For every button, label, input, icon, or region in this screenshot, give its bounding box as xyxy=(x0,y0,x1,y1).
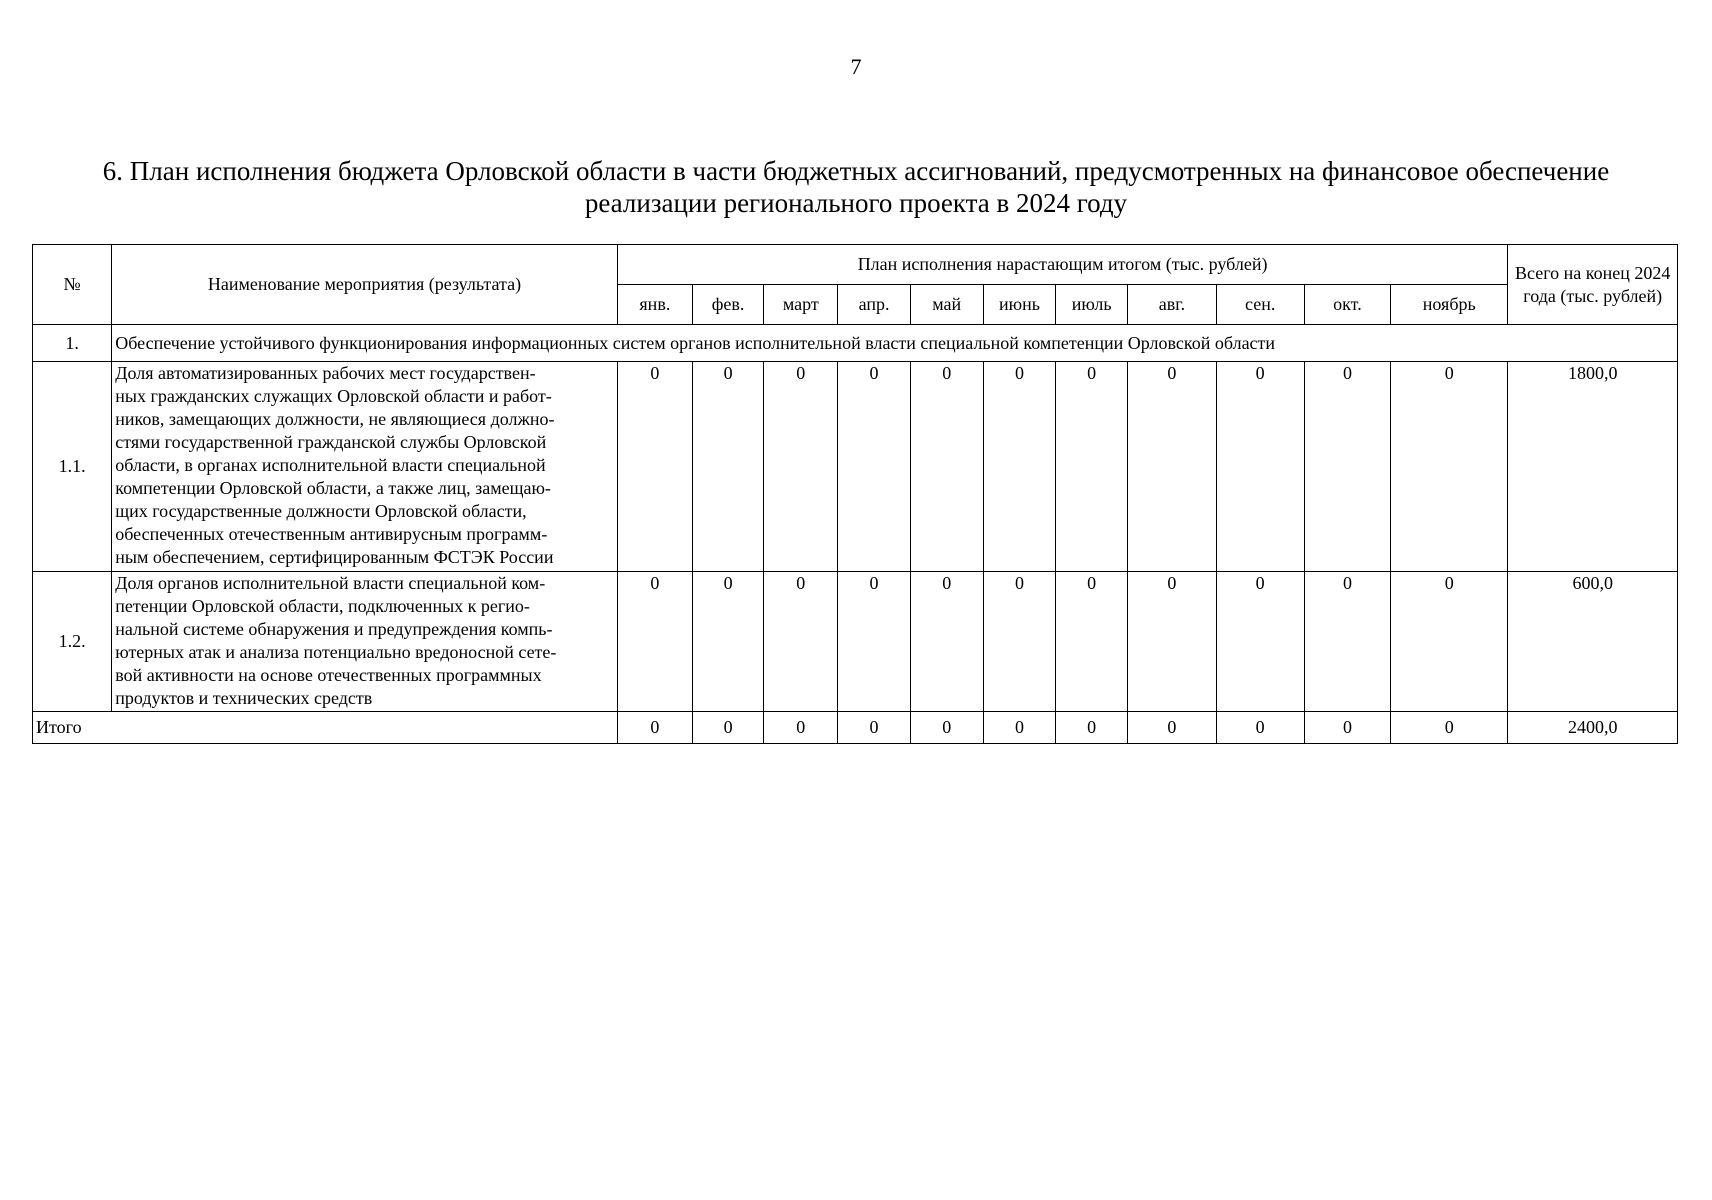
total-row xyxy=(33,712,1678,744)
month-value: 0 xyxy=(764,362,838,572)
month-value: 0 xyxy=(1391,362,1508,572)
total-month-value: 0 xyxy=(617,712,692,744)
row-name-line: нальной системе обнаружения и предупреждения компь- xyxy=(115,619,553,639)
header-month: июль xyxy=(1056,285,1128,325)
header-month: янв. xyxy=(617,285,692,325)
row-name-line: ников, замещающих должности, не являющиеся должно- xyxy=(115,409,555,429)
month-value: 0 xyxy=(1128,362,1216,572)
total-month-value: 0 xyxy=(692,712,763,744)
section-title xyxy=(30,155,1682,219)
header-name: Наименование мероприятия (результата) xyxy=(112,245,618,325)
month-value: 0 xyxy=(1056,572,1128,712)
month-value: 0 xyxy=(692,362,763,572)
header-month: окт. xyxy=(1304,285,1390,325)
row-name-line: ных гражданских служащих Орловской области и работ- xyxy=(115,386,552,406)
month-value: 0 xyxy=(1391,572,1508,712)
row-name xyxy=(112,362,618,572)
total-month-value: 0 xyxy=(983,712,1055,744)
month-value: 0 xyxy=(1216,362,1304,572)
total-month-value: 0 xyxy=(764,712,838,744)
grand-total-value: 2400,0 xyxy=(1508,712,1678,744)
row-name-line: обеспеченных отечественным антивирусным программ- xyxy=(115,524,548,544)
month-value: 0 xyxy=(983,572,1055,712)
row-name-line: вой активности на основе отечественных программных xyxy=(115,665,542,685)
table-row xyxy=(33,572,1678,712)
total-label: Итого xyxy=(33,712,618,744)
total-month-value: 0 xyxy=(1056,712,1128,744)
header-month: ноябрь xyxy=(1391,285,1508,325)
row-name-line: продуктов и технических средств xyxy=(115,688,373,708)
row-name-line: щих государственные должности Орловской области, xyxy=(115,501,527,521)
row-name-line: ютерных атак и анализа потенциально вредоносной сете- xyxy=(115,642,557,662)
month-value: 0 xyxy=(692,572,763,712)
table-row xyxy=(33,362,1678,572)
total-month-value: 0 xyxy=(1216,712,1304,744)
month-value: 0 xyxy=(910,572,983,712)
header-month: апр. xyxy=(838,285,910,325)
section-number: 1. xyxy=(33,325,112,362)
header-month: май xyxy=(910,285,983,325)
row-name-line: петенции Орловской области, подключенных к регио- xyxy=(115,596,530,616)
row-name-line: ным обеспечением, сертифицированным ФСТЭК России xyxy=(115,547,554,567)
header-month: сен. xyxy=(1216,285,1304,325)
header-number: № xyxy=(33,245,112,325)
section-title-line-2: реализации регионального проекта в 2024 году xyxy=(584,188,1128,218)
total-month-value: 0 xyxy=(1391,712,1508,744)
row-name xyxy=(112,572,618,712)
row-name-line: стями государственной гражданской службы Орловской xyxy=(115,432,547,452)
row-name-line: области, в органах исполнительной власти специальной xyxy=(115,455,546,475)
month-value: 0 xyxy=(1216,572,1304,712)
section-title-line-1: 6. План исполнения бюджета Орловской области в части бюджетных ассигнований, предусмотренных на финансовое обеспечение xyxy=(102,156,1610,186)
total-month-value: 0 xyxy=(1304,712,1390,744)
month-value: 0 xyxy=(1304,362,1390,572)
total-month-value: 0 xyxy=(1128,712,1216,744)
section-row xyxy=(33,325,1678,362)
header-month: июнь xyxy=(983,285,1055,325)
month-value: 0 xyxy=(617,572,692,712)
row-name-line: Доля органов исполнительной власти специальной ком- xyxy=(115,573,546,593)
month-value: 0 xyxy=(1304,572,1390,712)
header-month: фев. xyxy=(692,285,763,325)
header-month: авг. xyxy=(1128,285,1216,325)
row-total-value: 600,0 xyxy=(1508,572,1678,712)
month-value: 0 xyxy=(838,362,910,572)
month-value: 0 xyxy=(1056,362,1128,572)
row-total-value: 1800,0 xyxy=(1508,362,1678,572)
row-number: 1.1. xyxy=(33,362,112,572)
header-total: Всего на конец 2024 года (тыс. рублей) xyxy=(1508,245,1678,325)
header-month: март xyxy=(764,285,838,325)
total-month-value: 0 xyxy=(910,712,983,744)
month-value: 0 xyxy=(1128,572,1216,712)
row-name-line: компетенции Орловской области, а также лиц, замещаю- xyxy=(115,478,551,498)
month-value: 0 xyxy=(910,362,983,572)
header-plan-group: План исполнения нарастающим итогом (тыс. рублей) xyxy=(617,245,1508,285)
section-name: Обеспечение устойчивого функционирования информационных систем органов исполнительной власти специальной компетенции Орловской области xyxy=(112,325,1678,362)
month-value: 0 xyxy=(617,362,692,572)
month-value: 0 xyxy=(983,362,1055,572)
page-number: 7 xyxy=(850,54,862,79)
row-name-line: Доля автоматизированных рабочих мест государствен- xyxy=(115,363,536,383)
month-value: 0 xyxy=(838,572,910,712)
total-month-value: 0 xyxy=(838,712,910,744)
budget-plan-table xyxy=(32,244,1678,744)
month-value: 0 xyxy=(764,572,838,712)
row-number: 1.2. xyxy=(33,572,112,712)
